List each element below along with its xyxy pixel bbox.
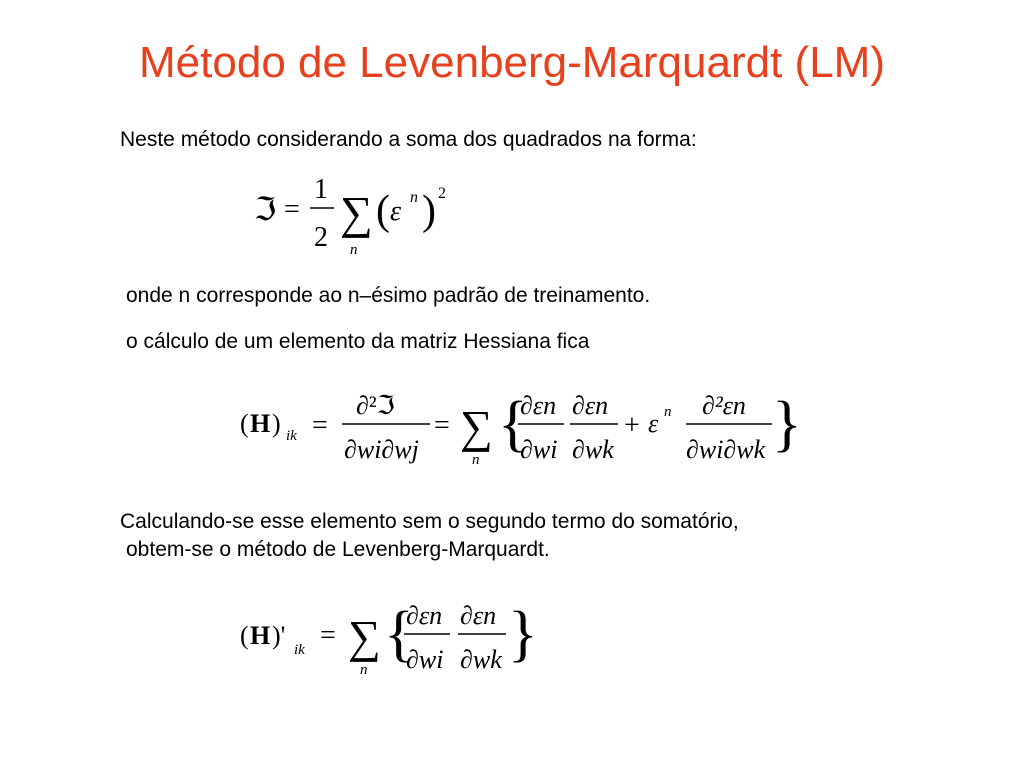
eq2-frac4-numerator: ∂²εn <box>702 391 746 420</box>
eq2-frac4-denominator: ∂wi∂wk <box>686 435 766 464</box>
eq3-sum-symbol: ∑ <box>348 611 381 662</box>
eq2-left-paren: ( <box>240 409 249 438</box>
levenberg-marquardt-approximation-equation <box>236 588 556 688</box>
eq1-close-paren: ) <box>422 188 436 234</box>
eq2-sum-symbol: ∑ <box>460 401 493 452</box>
eq2-frac1-numerator: ∂²ℑ <box>356 391 395 420</box>
eq2-frac1-denominator: ∂wi∂wj <box>344 435 419 464</box>
hessian-element-equation <box>236 376 806 476</box>
eq3-frac2-denominator: ∂wk <box>460 645 502 674</box>
eq1-equals: = <box>284 194 300 225</box>
eq3-frac1-denominator: ∂wi <box>406 645 444 674</box>
eq2-epsilon-superscript: n <box>664 404 672 420</box>
intro-text: Neste método considerando a soma dos quadrados na forma: <box>120 128 697 151</box>
eq2-plus: + <box>624 410 640 441</box>
eq2-left-brace: { <box>498 390 528 458</box>
eq2-right-brace: } <box>772 390 802 458</box>
eq3-frac2-numerator: ∂εn <box>460 601 497 630</box>
eq1-numerator: 1 <box>314 174 328 205</box>
eq3-left-paren: ( <box>240 621 249 650</box>
eq2-frac2-numerator: ∂εn <box>520 391 557 420</box>
eq1-epsilon: ε <box>390 196 402 227</box>
slide-title: Método de Levenberg-Marquardt (LM) <box>139 38 885 87</box>
eq2-frac3-denominator: ∂wk <box>572 435 614 464</box>
eq1-denominator: 2 <box>314 222 328 253</box>
eq3-right-paren-prime: )' <box>272 621 286 650</box>
eq2-equals-2: = <box>434 410 450 441</box>
eq2-equals: = <box>312 410 328 441</box>
calculando-text-line2: obtem-se o método de Levenberg-Marquardt. <box>126 538 550 561</box>
eq1-symbol: ℑ <box>254 191 277 227</box>
eq1-open-paren: ( <box>376 188 390 234</box>
eq1-epsilon-superscript: n <box>410 189 418 206</box>
eq2-sum-index: n <box>472 452 480 468</box>
eq3-right-brace: } <box>508 600 538 668</box>
eq2-frac2-denominator: ∂wi <box>520 435 558 464</box>
eq2-frac3-numerator: ∂εn <box>572 391 609 420</box>
eq3-subscript: ik <box>294 642 305 658</box>
eq3-equals: = <box>320 620 336 651</box>
eq2-subscript: ik <box>286 428 297 444</box>
eq3-matrix-symbol: H <box>250 621 271 650</box>
eq2-matrix-symbol: H <box>250 409 271 438</box>
eq1-sum-symbol: ∑ <box>340 187 373 238</box>
eq3-left-brace: { <box>384 600 414 668</box>
onde-text: onde n corresponde ao n–ésimo padrão de treinamento. <box>126 284 651 307</box>
calculando-text-line1: Calculando-se esse elemento sem o segundo termo do somatório, <box>120 510 739 533</box>
eq2-epsilon: ε <box>648 409 659 438</box>
eq3-frac1-numerator: ∂εn <box>406 601 443 630</box>
eq2-right-paren: ) <box>272 409 281 438</box>
calculo-text: o cálculo de um elemento da matriz Hessiana fica <box>126 330 590 353</box>
eq1-sum-index: n <box>350 242 358 258</box>
eq3-sum-index: n <box>360 662 368 678</box>
sum-of-squares-equation <box>240 168 470 268</box>
eq1-power: 2 <box>438 185 446 202</box>
